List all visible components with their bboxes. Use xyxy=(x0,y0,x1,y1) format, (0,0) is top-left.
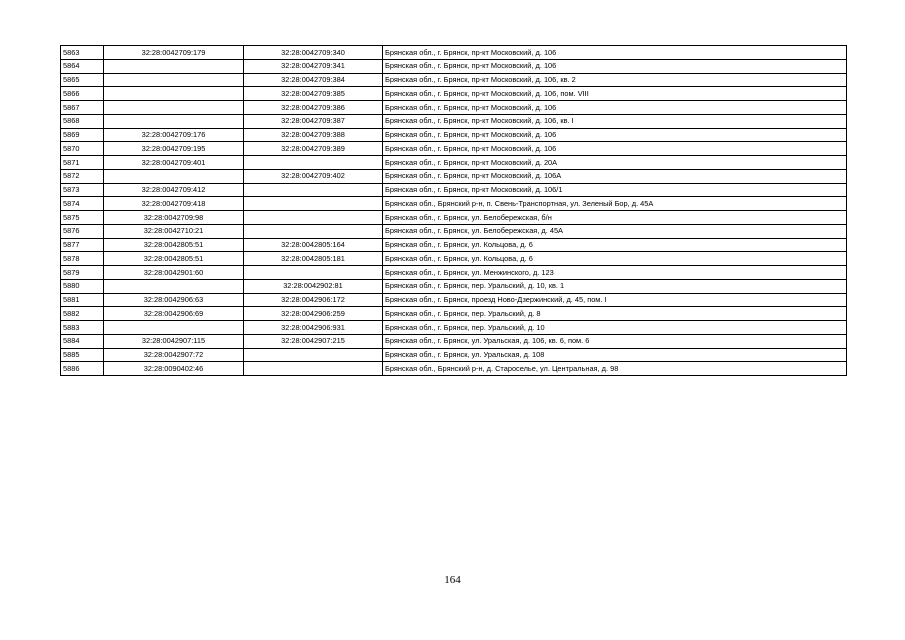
address-cell: Брянская обл., г. Брянск, пер. Уральский, д. 10 xyxy=(383,321,847,335)
address-cell: Брянская обл., г. Брянск, ул. Кольцова, д. 6 xyxy=(383,238,847,252)
cadastral-number-cell: 32:28:0042709:176 xyxy=(104,128,244,142)
table-row xyxy=(61,224,847,238)
address-cell: Брянская обл., г. Брянск, ул. Уральская, д. 106, кв. 6, пом. 6 xyxy=(383,334,847,348)
address-cell: Брянская обл., г. Брянск, пр-кт Московский, д. 106, кв. 2 xyxy=(383,73,847,87)
related-cadastral-number-cell: 32:28:0042709:389 xyxy=(244,142,383,156)
address-cell: Брянская обл., г. Брянск, пр-кт Московский, д. 106 xyxy=(383,128,847,142)
table-row xyxy=(61,87,847,101)
address-cell: Брянская обл., г. Брянск, пр-кт Московский, д. 106 xyxy=(383,46,847,60)
cadastral-number-cell xyxy=(104,73,244,87)
table-row xyxy=(61,101,847,115)
row-number-cell: 5878 xyxy=(61,252,104,266)
table-row xyxy=(61,362,847,376)
table-row xyxy=(61,114,847,128)
address-cell: Брянская обл., г. Брянск, пр-кт Московский, д. 106А xyxy=(383,169,847,183)
cadastral-number-cell: 32:28:0042709:98 xyxy=(104,211,244,225)
row-number-cell: 5867 xyxy=(61,101,104,115)
address-cell: Брянская обл., г. Брянск, пр-кт Московский, д. 106 xyxy=(383,59,847,73)
table-row xyxy=(61,279,847,293)
table-row xyxy=(61,307,847,321)
cadastral-number-cell: 32:28:0042906:69 xyxy=(104,307,244,321)
address-cell: Брянская обл., Брянский р-н, п. Свень-Транспортная, ул. Зеленый Бор, д. 45А xyxy=(383,197,847,211)
cadastral-number-cell xyxy=(104,321,244,335)
table-row xyxy=(61,266,847,280)
related-cadastral-number-cell: 32:28:0042906:172 xyxy=(244,293,383,307)
table-row xyxy=(61,46,847,60)
related-cadastral-number-cell xyxy=(244,362,383,376)
cadastral-number-cell: 32:28:0042709:412 xyxy=(104,183,244,197)
row-number-cell: 5864 xyxy=(61,59,104,73)
address-cell: Брянская обл., г. Брянск, ул. Кольцова, д. 6 xyxy=(383,252,847,266)
address-cell: Брянская обл., г. Брянск, ул. Белобережская, д. 45А xyxy=(383,224,847,238)
row-number-cell: 5874 xyxy=(61,197,104,211)
cadastral-number-cell: 32:28:0042709:401 xyxy=(104,156,244,170)
related-cadastral-number-cell: 32:28:0042902:81 xyxy=(244,279,383,293)
cadastral-number-cell: 32:28:0042805:51 xyxy=(104,252,244,266)
row-number-cell: 5875 xyxy=(61,211,104,225)
cadastral-number-cell: 32:28:0042709:195 xyxy=(104,142,244,156)
related-cadastral-number-cell: 32:28:0042709:386 xyxy=(244,101,383,115)
row-number-cell: 5881 xyxy=(61,293,104,307)
table-row xyxy=(61,183,847,197)
row-number-cell: 5884 xyxy=(61,334,104,348)
table-row xyxy=(61,238,847,252)
related-cadastral-number-cell xyxy=(244,266,383,280)
address-cell: Брянская обл., г. Брянск, ул. Менжинского, д. 123 xyxy=(383,266,847,280)
related-cadastral-number-cell: 32:28:0042709:388 xyxy=(244,128,383,142)
table-row xyxy=(61,348,847,362)
address-cell: Брянская обл., г. Брянск, пр-кт Московский, д. 106 xyxy=(383,101,847,115)
cadastral-number-cell: 32:28:0042907:115 xyxy=(104,334,244,348)
related-cadastral-number-cell xyxy=(244,211,383,225)
related-cadastral-number-cell: 32:28:0042709:340 xyxy=(244,46,383,60)
related-cadastral-number-cell: 32:28:0042906:259 xyxy=(244,307,383,321)
cadastral-number-cell: 32:28:0042710:21 xyxy=(104,224,244,238)
registry-table-body xyxy=(61,46,847,376)
table-row xyxy=(61,128,847,142)
related-cadastral-number-cell: 32:28:0042805:164 xyxy=(244,238,383,252)
row-number-cell: 5886 xyxy=(61,362,104,376)
cadastral-number-cell: 32:28:0090402:46 xyxy=(104,362,244,376)
row-number-cell: 5883 xyxy=(61,321,104,335)
address-cell: Брянская обл., г. Брянск, пр-кт Московский, д. 106, пом. VIII xyxy=(383,87,847,101)
related-cadastral-number-cell xyxy=(244,197,383,211)
row-number-cell: 5871 xyxy=(61,156,104,170)
related-cadastral-number-cell: 32:28:0042709:341 xyxy=(244,59,383,73)
cadastral-number-cell xyxy=(104,87,244,101)
row-number-cell: 5869 xyxy=(61,128,104,142)
table-row xyxy=(61,59,847,73)
address-cell: Брянская обл., г. Брянск, пр-кт Московский, д. 106 xyxy=(383,142,847,156)
cadastral-number-cell xyxy=(104,114,244,128)
cadastral-number-cell: 32:28:0042907:72 xyxy=(104,348,244,362)
address-cell: Брянская обл., г. Брянск, проезд Ново-Дзержинский, д. 45, пом. I xyxy=(383,293,847,307)
cadastral-number-cell xyxy=(104,101,244,115)
row-number-cell: 5865 xyxy=(61,73,104,87)
related-cadastral-number-cell: 32:28:0042805:181 xyxy=(244,252,383,266)
related-cadastral-number-cell: 32:28:0042709:387 xyxy=(244,114,383,128)
row-number-cell: 5870 xyxy=(61,142,104,156)
related-cadastral-number-cell xyxy=(244,156,383,170)
address-cell: Брянская обл., Брянский р-н, д. Староселье, ул. Центральная, д. 98 xyxy=(383,362,847,376)
row-number-cell: 5873 xyxy=(61,183,104,197)
row-number-cell: 5868 xyxy=(61,114,104,128)
row-number-cell: 5885 xyxy=(61,348,104,362)
cadastral-registry-table xyxy=(60,45,847,376)
cadastral-number-cell xyxy=(104,279,244,293)
row-number-cell: 5879 xyxy=(61,266,104,280)
row-number-cell: 5876 xyxy=(61,224,104,238)
related-cadastral-number-cell xyxy=(244,348,383,362)
table-row xyxy=(61,169,847,183)
row-number-cell: 5866 xyxy=(61,87,104,101)
address-cell: Брянская обл., г. Брянск, ул. Белобережская, б/н xyxy=(383,211,847,225)
row-number-cell: 5877 xyxy=(61,238,104,252)
address-cell: Брянская обл., г. Брянск, пер. Уральский, д. 8 xyxy=(383,307,847,321)
cadastral-number-cell xyxy=(104,169,244,183)
address-cell: Брянская обл., г. Брянск, ул. Уральская, д. 108 xyxy=(383,348,847,362)
related-cadastral-number-cell: 32:28:0042709:385 xyxy=(244,87,383,101)
related-cadastral-number-cell: 32:28:0042906:931 xyxy=(244,321,383,335)
address-cell: Брянская обл., г. Брянск, пр-кт Московский, д. 106, кв. I xyxy=(383,114,847,128)
cadastral-number-cell: 32:28:0042805:51 xyxy=(104,238,244,252)
table-row xyxy=(61,293,847,307)
cadastral-number-cell: 32:28:0042709:179 xyxy=(104,46,244,60)
cadastral-number-cell: 32:28:0042901:60 xyxy=(104,266,244,280)
row-number-cell: 5872 xyxy=(61,169,104,183)
cadastral-number-cell: 32:28:0042709:418 xyxy=(104,197,244,211)
row-number-cell: 5863 xyxy=(61,46,104,60)
row-number-cell: 5882 xyxy=(61,307,104,321)
table-row xyxy=(61,211,847,225)
table-row xyxy=(61,142,847,156)
related-cadastral-number-cell xyxy=(244,183,383,197)
table-row xyxy=(61,252,847,266)
related-cadastral-number-cell: 32:28:0042907:215 xyxy=(244,334,383,348)
table-row xyxy=(61,73,847,87)
row-number-cell: 5880 xyxy=(61,279,104,293)
cadastral-number-cell: 32:28:0042906:63 xyxy=(104,293,244,307)
address-cell: Брянская обл., г. Брянск, пер. Уральский, д. 10, кв. 1 xyxy=(383,279,847,293)
address-cell: Брянская обл., г. Брянск, пр-кт Московский, д. 20А xyxy=(383,156,847,170)
related-cadastral-number-cell: 32:28:0042709:384 xyxy=(244,73,383,87)
related-cadastral-number-cell xyxy=(244,224,383,238)
related-cadastral-number-cell: 32:28:0042709:402 xyxy=(244,169,383,183)
table-row xyxy=(61,334,847,348)
page-number: 164 xyxy=(444,574,461,586)
table-row xyxy=(61,321,847,335)
address-cell: Брянская обл., г. Брянск, пр-кт Московский, д. 106/1 xyxy=(383,183,847,197)
cadastral-number-cell xyxy=(104,59,244,73)
table-row xyxy=(61,197,847,211)
table-row xyxy=(61,156,847,170)
